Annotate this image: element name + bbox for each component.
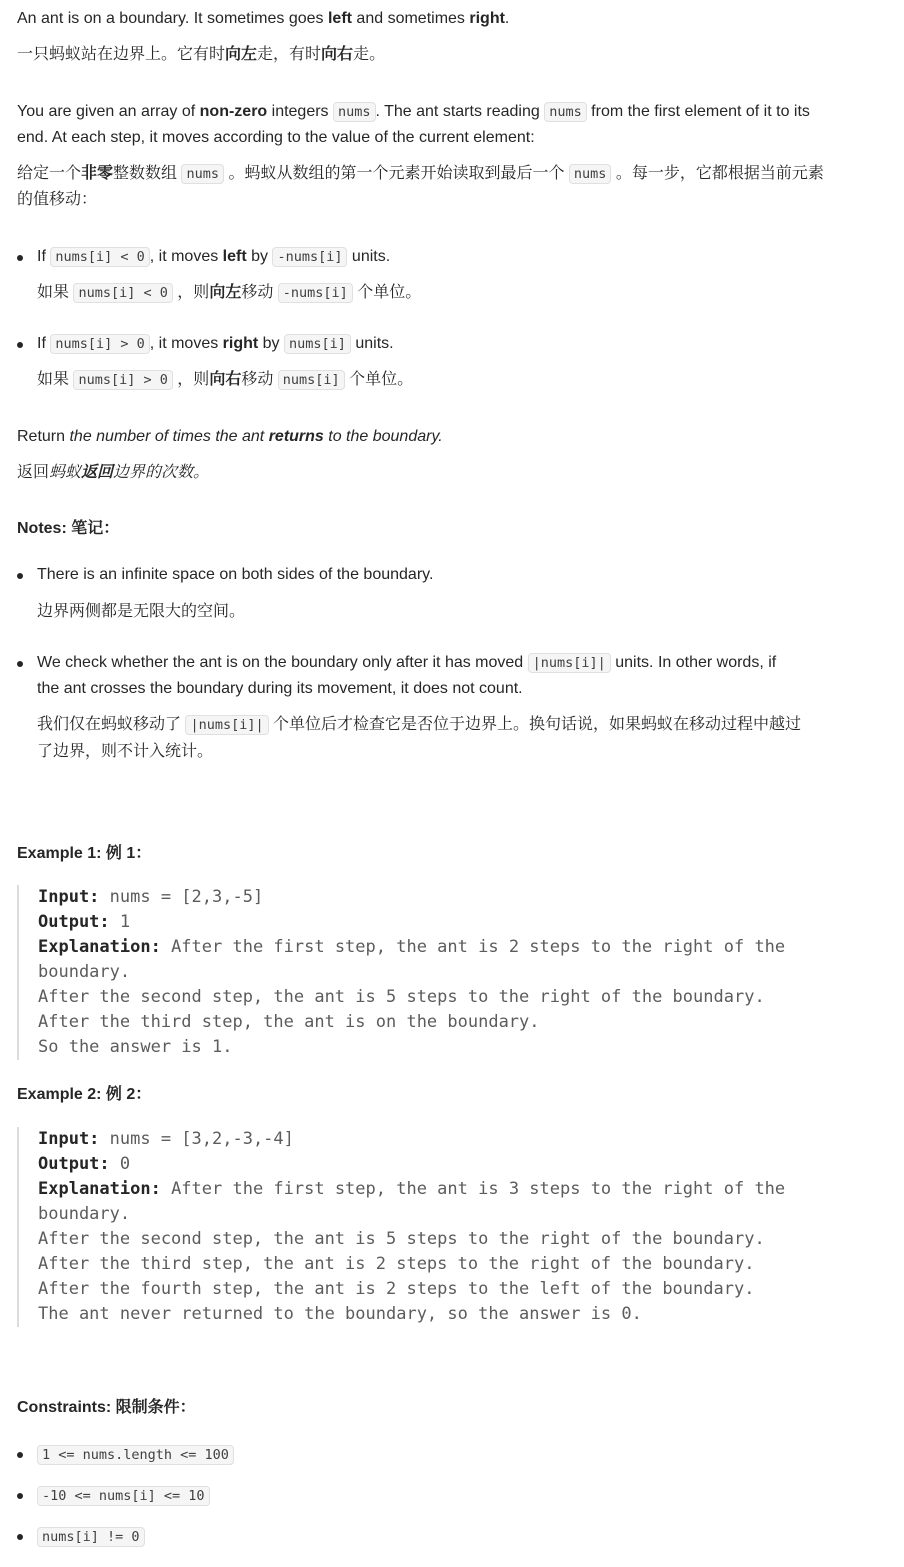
example-2-block bbox=[17, 1127, 898, 1327]
bullet bbox=[17, 1534, 23, 1540]
bullet bbox=[17, 1452, 23, 1458]
inline-code: nums[i] > 0 bbox=[73, 370, 172, 390]
return-en: Return the number of times the ant returns to the boundary. bbox=[17, 428, 443, 445]
rule-right-zh: 如果 nums[i] > 0 ，则向右移动 nums[i] 个单位。 bbox=[37, 371, 414, 388]
example-line: After the second step, the ant is 5 steps to the right of the boundary. bbox=[38, 1229, 765, 1249]
rule-right-en: If nums[i] > 0 , it moves right by nums[i] units. bbox=[37, 335, 394, 352]
constraint-item bbox=[37, 1525, 145, 1549]
intro-en: An ant is on a boundary. It sometimes goes left and sometimes right. bbox=[17, 10, 510, 27]
inline-code: nums[i] bbox=[278, 370, 345, 390]
inline-code: nums[i] != 0 bbox=[37, 1527, 145, 1547]
rule-left-en: If nums[i] < 0 , it moves left by -nums[i] units. bbox=[37, 248, 391, 265]
inline-code: -nums[i] bbox=[278, 283, 353, 303]
example-output: Output: 1 bbox=[38, 912, 131, 932]
inline-code: nums[i] < 0 bbox=[73, 283, 172, 303]
inline-code: -nums[i] bbox=[272, 247, 347, 267]
inline-code: nums[i] > 0 bbox=[50, 334, 149, 354]
inline-code: -10 <= nums[i] <= 10 bbox=[37, 1486, 210, 1506]
inline-code: nums bbox=[569, 164, 612, 184]
example-output: Output: 0 bbox=[38, 1154, 131, 1174]
bullet bbox=[17, 573, 23, 579]
note-2-zh: 我们仅在蚂蚁移动了 |nums[i]| 个单位后才检查它是否位于边界上。换句话说，如果蚂蚁在移动过程中越过 bbox=[37, 716, 802, 733]
array-para-en: You are given an array of non-zero integers nums . The ant starts reading nums from the first element of it to its bbox=[17, 103, 810, 120]
rule-left-zh: 如果 nums[i] < 0 ，则向左移动 -nums[i] 个单位。 bbox=[37, 284, 422, 301]
inline-code: |nums[i]| bbox=[528, 653, 611, 673]
example-line: After the third step, the ant is 2 steps to the right of the boundary. bbox=[38, 1254, 755, 1274]
example-line: boundary. bbox=[38, 1204, 131, 1224]
array-para-zh: 给定一个非零整数数组 nums 。蚂蚁从数组的第一个元素开始读取到最后一个 nums 。每一步，它都根据当前元素 bbox=[17, 165, 824, 182]
array-para-zh-line2: 的值移动： bbox=[17, 191, 98, 208]
inline-code: 1 <= nums.length <= 100 bbox=[37, 1445, 234, 1465]
bullet bbox=[17, 661, 23, 667]
note-1-zh: 边界两侧都是无限大的空间。 bbox=[37, 603, 246, 620]
example-line: So the answer is 1. bbox=[38, 1037, 233, 1057]
example-input: Input: nums = [2,3,-5] bbox=[38, 887, 264, 907]
example-line: After the third step, the ant is on the boundary. bbox=[38, 1012, 540, 1032]
example-2-heading: Example 2: 例 2： bbox=[17, 1086, 152, 1103]
array-para-en-line2: end. At each step, it moves according to the value of the current element: bbox=[17, 129, 535, 146]
notes-heading: Notes: 笔记： bbox=[17, 520, 120, 537]
note-1-en: There is an infinite space on both sides of the boundary. bbox=[37, 566, 434, 583]
note-2-zh-line2: 了边界，则不计入统计。 bbox=[37, 743, 214, 760]
note-2-en-line2: the ant crosses the boundary during its movement, it does not count. bbox=[37, 680, 523, 697]
inline-code: nums bbox=[333, 102, 376, 122]
intro-zh: 一只蚂蚁站在边界上。它有时向左走，有时向右走。 bbox=[17, 46, 386, 63]
example-explanation: Explanation: After the first step, the ant is 2 steps to the right of the bbox=[38, 937, 786, 957]
bullet bbox=[17, 255, 23, 261]
example-1-block bbox=[17, 885, 898, 1060]
return-zh: 返回蚂蚁返回边界的次数。 bbox=[17, 464, 210, 481]
constraint-item bbox=[37, 1443, 234, 1467]
note-2-en: We check whether the ant is on the boundary only after it has moved |nums[i]| units. In other words, if bbox=[37, 654, 777, 671]
example-input: Input: nums = [3,2,-3,-4] bbox=[38, 1129, 294, 1149]
bullet bbox=[17, 1493, 23, 1499]
constraints-heading: Constraints: 限制条件： bbox=[17, 1399, 196, 1416]
inline-code: nums bbox=[544, 102, 587, 122]
inline-code: nums bbox=[181, 164, 224, 184]
example-line: After the second step, the ant is 5 steps to the right of the boundary. bbox=[38, 987, 765, 1007]
inline-code: nums[i] < 0 bbox=[50, 247, 149, 267]
inline-code: |nums[i]| bbox=[185, 715, 268, 735]
example-line: The ant never returned to the boundary, so the answer is 0. bbox=[38, 1304, 642, 1324]
example-1-heading: Example 1: 例 1： bbox=[17, 845, 152, 862]
example-explanation: Explanation: After the first step, the ant is 3 steps to the right of the bbox=[38, 1179, 786, 1199]
example-line: boundary. bbox=[38, 962, 131, 982]
constraint-item bbox=[37, 1484, 210, 1508]
bullet bbox=[17, 342, 23, 348]
inline-code: nums[i] bbox=[284, 334, 351, 354]
example-line: After the fourth step, the ant is 2 steps to the left of the boundary. bbox=[38, 1279, 755, 1299]
